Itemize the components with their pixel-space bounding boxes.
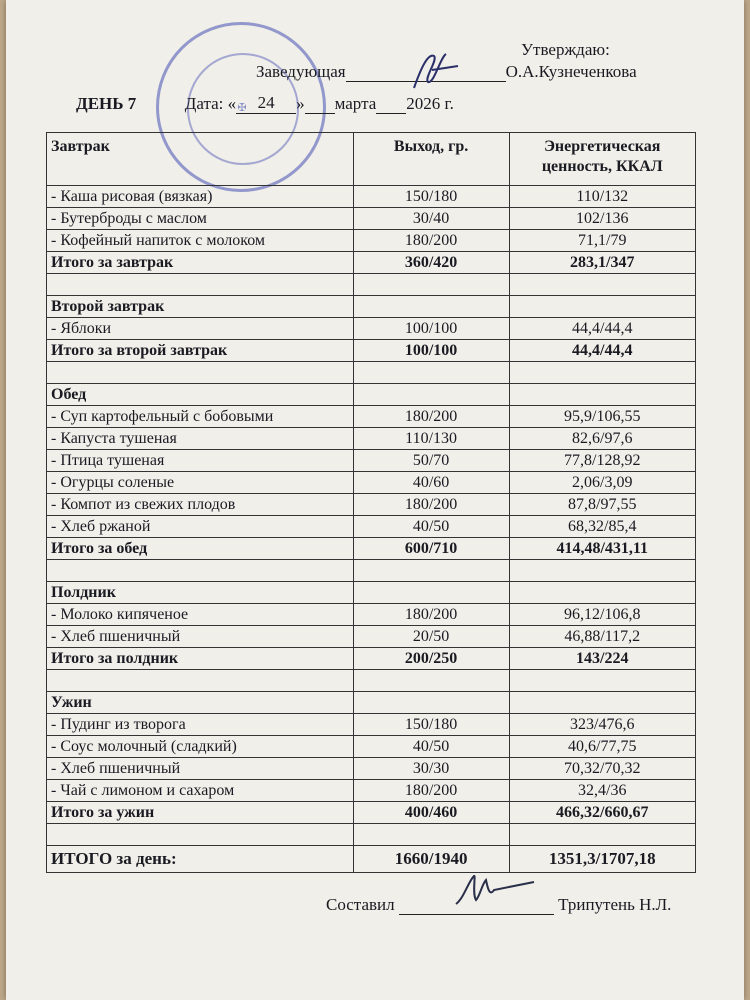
dish-name: - Бутерброды с маслом [47,208,354,230]
dish-energy: 110/132 [509,186,695,208]
section-row [47,296,696,318]
dish-name: - Хлеб пшеничный [47,758,354,780]
dish-energy: 32,4/36 [509,780,695,802]
dish-output [353,296,509,318]
dish-name: - Пудинг из творога [47,714,354,736]
dish-output [353,384,509,406]
table-row [47,736,696,758]
table-row [47,626,696,648]
dish-name: - Чай с лимоном и сахаром [47,780,354,802]
dish-output [353,560,509,582]
spacer-row [47,362,696,384]
dish-energy: 102/136 [509,208,695,230]
header-output: Выход, гр. [353,133,509,186]
dish-energy: 323/476,6 [509,714,695,736]
dish-energy [509,582,695,604]
dish-output: 180/200 [353,494,509,516]
dish-output: 100/100 [353,340,509,362]
dish-energy [509,560,695,582]
dish-energy [509,692,695,714]
menu-table-body [47,186,696,873]
dish-name: Полдник [47,582,354,604]
menu-table [46,132,696,873]
dish-energy: 143/224 [509,648,695,670]
dish-name [47,362,354,384]
head-name: О.А.Кузнеченкова [505,62,637,81]
table-row [47,406,696,428]
dish-energy: 44,4/44,4 [509,318,695,340]
stamp-emblem-icon: ✠ [237,102,247,114]
dish-output: 40/60 [353,472,509,494]
dish-name: Ужин [47,692,354,714]
approve-label: Утверждаю: [521,40,610,59]
total-row [47,802,696,824]
total-row [47,252,696,274]
dish-output: 100/100 [353,318,509,340]
dish-output: 400/460 [353,802,509,824]
date-month: марта [334,94,377,113]
dish-name: ИТОГО за день: [47,846,354,873]
dish-energy: 44,4/44,4 [509,340,695,362]
dish-name: - Яблоки [47,318,354,340]
dish-output: 600/710 [353,538,509,560]
dish-name [47,560,354,582]
dish-name: - Суп картофельный с бобовыми [47,406,354,428]
dish-output: 30/30 [353,758,509,780]
dish-name: - Капуста тушеная [47,428,354,450]
spacer-row [47,824,696,846]
dish-output: 180/200 [353,780,509,802]
dish-name: - Молоко кипяченое [47,604,354,626]
spacer-row [47,670,696,692]
dish-name: - Соус молочный (сладкий) [47,736,354,758]
table-row [47,758,696,780]
dish-name: - Огурцы соленые [47,472,354,494]
dish-energy: 46,88/117,2 [509,626,695,648]
composer-signature-line [399,896,554,915]
dish-energy: 71,1/79 [509,230,695,252]
dish-name: - Птица тушеная [47,450,354,472]
dish-output [353,692,509,714]
dish-energy: 96,12/106,8 [509,604,695,626]
dish-output: 20/50 [353,626,509,648]
dish-energy [509,670,695,692]
table-row [47,450,696,472]
dish-energy [509,296,695,318]
dish-output [353,824,509,846]
dish-output: 180/200 [353,406,509,428]
table-row [47,472,696,494]
composer-line [326,895,671,915]
table-row [47,318,696,340]
dish-energy [509,384,695,406]
composed-label: Составил [326,895,395,914]
dish-output: 360/420 [353,252,509,274]
dish-energy [509,362,695,384]
dish-name: - Хлеб пшеничный [47,626,354,648]
dish-energy: 70,32/70,32 [509,758,695,780]
dish-name [47,824,354,846]
dish-name: - Хлеб ржаной [47,516,354,538]
dish-energy: 40,6/77,75 [509,736,695,758]
table-row [47,494,696,516]
table-header-row [47,133,696,186]
table-row [47,230,696,252]
dish-energy: 283,1/347 [509,252,695,274]
dish-name [47,274,354,296]
section-row [47,582,696,604]
composed-name: Трипутень Н.Л. [558,895,672,914]
date-day: 24 [236,93,296,114]
dish-energy [509,824,695,846]
dish-name: Итого за полдник [47,648,354,670]
total-row [47,340,696,362]
dish-output [353,274,509,296]
dish-output: 40/50 [353,736,509,758]
day-date-line [76,93,454,114]
dish-output: 50/70 [353,450,509,472]
dish-output: 150/180 [353,186,509,208]
header-energy: Энергетическая ценность, ККАЛ [509,133,695,186]
dish-output [353,362,509,384]
dish-energy: 95,9/106,55 [509,406,695,428]
dish-output: 110/130 [353,428,509,450]
dish-name: Итого за ужин [47,802,354,824]
date-year: 2026 г. [406,94,454,113]
total-row [47,538,696,560]
date-label: Дата: « [184,94,237,113]
table-row [47,186,696,208]
table-row [47,780,696,802]
total-row [47,846,696,873]
dish-output: 180/200 [353,230,509,252]
dish-name: - Компот из свежих плодов [47,494,354,516]
dish-name: Итого за второй завтрак [47,340,354,362]
dish-output: 40/50 [353,516,509,538]
dish-output: 30/40 [353,208,509,230]
table-row [47,428,696,450]
table-row [47,604,696,626]
dish-name: Обед [47,384,354,406]
date-close: » [296,94,305,113]
dish-energy: 1351,3/1707,18 [509,846,695,873]
dish-name: Второй завтрак [47,296,354,318]
date-gap-line [305,95,335,114]
table-row [47,714,696,736]
menu-sheet [6,0,744,1000]
dish-output: 180/200 [353,604,509,626]
dish-output: 200/250 [353,648,509,670]
dish-name: - Кофейный напиток с молоком [47,230,354,252]
head-label: Заведующая [256,62,346,81]
dish-name [47,670,354,692]
header-meal: Завтрак [47,133,354,186]
dish-output: 150/180 [353,714,509,736]
dish-energy [509,274,695,296]
day-label: ДЕНЬ 7 [76,94,137,113]
head-signature [406,48,466,93]
dish-output: 1660/1940 [353,846,509,873]
dish-energy: 68,32/85,4 [509,516,695,538]
total-row [47,648,696,670]
dish-energy: 82,6/97,6 [509,428,695,450]
table-row [47,208,696,230]
dish-name: Итого за завтрак [47,252,354,274]
table-row [47,516,696,538]
dish-energy: 2,06/3,09 [509,472,695,494]
dish-name: Итого за обед [47,538,354,560]
dish-energy: 466,32/660,67 [509,802,695,824]
dish-energy: 414,48/431,11 [509,538,695,560]
dish-name: - Каша рисовая (вязкая) [47,186,354,208]
dish-energy: 77,8/128,92 [509,450,695,472]
month-gap-line [376,95,406,114]
dish-output [353,670,509,692]
section-row [47,692,696,714]
section-row [47,384,696,406]
dish-output [353,582,509,604]
spacer-row [47,560,696,582]
dish-energy: 87,8/97,55 [509,494,695,516]
spacer-row [47,274,696,296]
